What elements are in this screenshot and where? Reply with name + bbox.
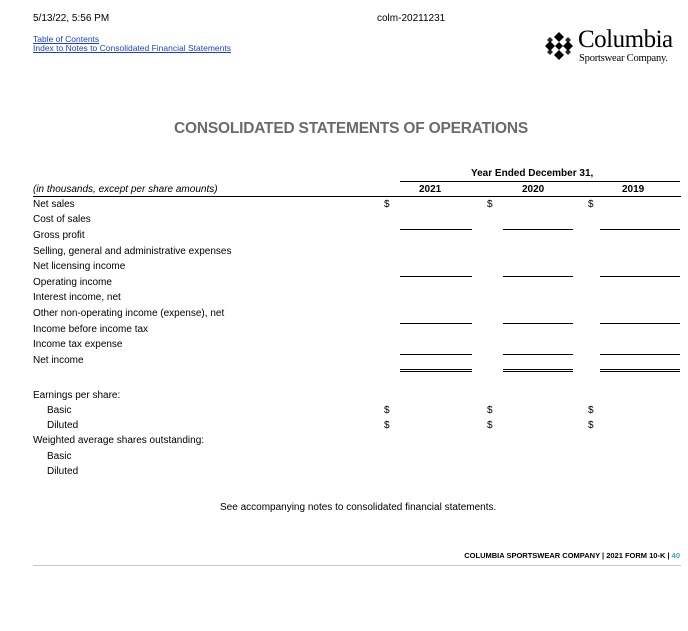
dollar-sign: $ [384, 420, 390, 431]
table-row-label: Gross profit [33, 230, 85, 241]
subtotal-rule [600, 323, 680, 324]
units-label: (in thousands, except per share amounts) [33, 184, 218, 195]
dollar-sign: $ [384, 405, 390, 416]
total-double-rule [400, 371, 472, 372]
table-row-label: Operating income [33, 277, 112, 288]
header-rule [33, 196, 681, 197]
eps-header: Earnings per share: [33, 390, 121, 401]
subtotal-rule [503, 323, 573, 324]
table-row-label: Net income [33, 355, 84, 366]
columbia-logo [541, 28, 681, 68]
document-id: colm-20211231 [377, 13, 446, 24]
table-row-label: Income before income tax [33, 324, 149, 335]
dollar-sign: $ [487, 405, 493, 416]
table-row-label: Selling, general and administrative expenses [33, 246, 232, 257]
dollar-sign: $ [487, 199, 493, 210]
page-footer [464, 551, 680, 560]
subtotal-rule [600, 229, 680, 230]
subtotal-rule [400, 276, 472, 277]
subtotal-rule [600, 354, 680, 355]
diamond-logo-icon [541, 31, 577, 61]
dollar-sign: $ [588, 420, 594, 431]
footer-divider [33, 565, 681, 566]
footnote: See accompanying notes to consolidated financial statements. [220, 502, 497, 513]
table-row-label: Income tax expense [33, 339, 123, 350]
logo-subtitle: Sportswear Company. [579, 53, 668, 64]
footer-text: COLUMBIA SPORTSWEAR COMPANY | 2021 FORM 10-K | [464, 551, 672, 560]
eps-row-label: Basic [47, 405, 72, 416]
year-2020-header: 2020 [522, 184, 545, 195]
subtotal-rule [400, 323, 472, 324]
print-timestamp: 5/13/22, 5:56 PM [33, 13, 110, 24]
table-row-label: Net sales [33, 199, 75, 210]
dollar-sign: $ [588, 405, 594, 416]
subtotal-rule [503, 229, 573, 230]
page-number: 40 [671, 551, 680, 560]
subtotal-rule [503, 354, 573, 355]
period-header: Year Ended December 31, [471, 168, 594, 179]
dollar-sign: $ [384, 199, 390, 210]
year-2021-header: 2021 [419, 184, 442, 195]
year-2019-header: 2019 [622, 184, 645, 195]
shares-row-label: Diluted [47, 466, 79, 477]
table-row-label: Net licensing income [33, 261, 126, 272]
dollar-sign: $ [487, 420, 493, 431]
total-double-rule [600, 371, 680, 372]
subtotal-rule [503, 276, 573, 277]
subtotal-rule [400, 229, 472, 230]
total-double-rule [600, 369, 680, 370]
shares-header: Weighted average shares outstanding: [33, 435, 205, 446]
subtotal-rule [400, 354, 472, 355]
total-double-rule [503, 371, 573, 372]
table-row-label: Other non-operating income (expense), net [33, 308, 225, 319]
dollar-sign: $ [588, 199, 594, 210]
subtotal-rule [600, 276, 680, 277]
total-double-rule [503, 369, 573, 370]
table-row-label: Interest income, net [33, 292, 121, 303]
table-of-contents-link[interactable]: Table of Contents [33, 34, 100, 44]
period-header-rule [400, 181, 680, 182]
total-double-rule [400, 369, 472, 370]
eps-row-label: Diluted [47, 420, 79, 431]
index-to-notes-link[interactable]: Index to Notes to Consolidated Financial Statements [33, 43, 231, 53]
page-title: CONSOLIDATED STATEMENTS OF OPERATIONS [174, 120, 528, 137]
table-row-label: Cost of sales [33, 214, 91, 225]
shares-row-label: Basic [47, 451, 72, 462]
logo-wordmark: Columbia [578, 26, 673, 53]
